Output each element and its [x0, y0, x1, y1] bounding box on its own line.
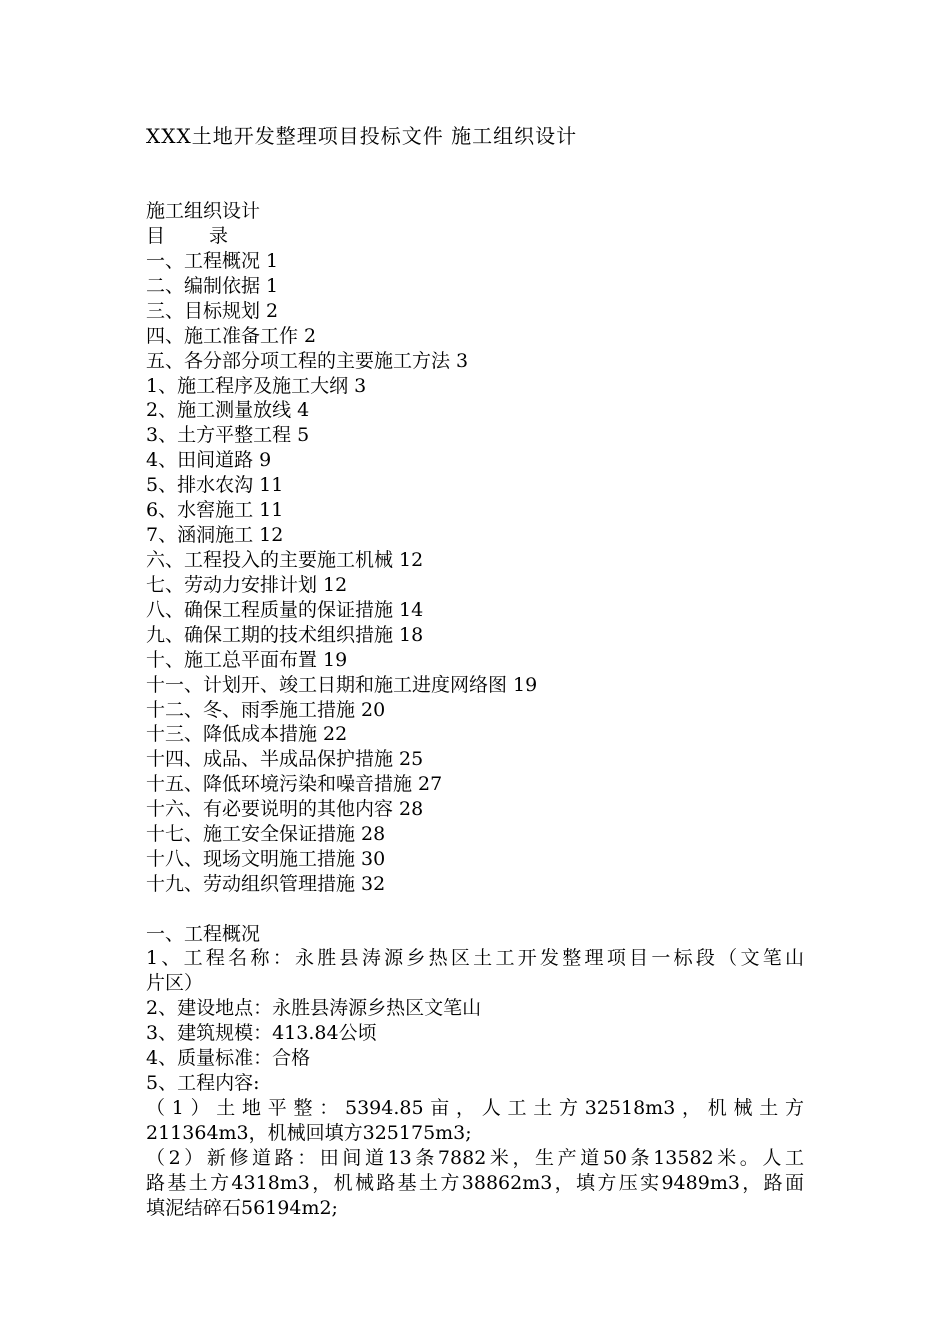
toc-item: 九、确保工期的技术组织措施 18	[146, 624, 424, 646]
toc-item: 十一、计划开、竣工日期和施工进度网络图 19	[146, 674, 538, 696]
toc-item: 十、施工总平面布置 19	[146, 649, 348, 671]
overview-paragraph-line: （1）土地平整：5394.85亩，人工土方32518m3，机械土方	[146, 1097, 804, 1119]
toc-item: 7、涵洞施工 12	[146, 524, 284, 546]
toc-item: 十五、降低环境污染和噪音措施 27	[146, 773, 443, 795]
toc-item: 4、田间道路 9	[146, 449, 272, 471]
toc-item: 5、排水农沟 11	[146, 474, 284, 496]
toc-item: 十三、降低成本措施 22	[146, 723, 348, 745]
overview-paragraph-line: 填泥结碎石56194m2;	[146, 1197, 338, 1219]
toc-item: 十九、劳动组织管理措施 32	[146, 873, 386, 895]
toc-label: 目 录	[146, 225, 231, 247]
overview-item: 片区）	[146, 972, 204, 994]
overview-paragraph-line: 211364m3，机械回填方325175m3;	[146, 1122, 472, 1144]
toc-item: 三、目标规划 2	[146, 300, 279, 322]
toc-item: 6、水窖施工 11	[146, 499, 284, 521]
toc-item: 十六、有必要说明的其他内容 28	[146, 798, 424, 820]
toc-item: 3、土方平整工程 5	[146, 424, 310, 446]
toc-item: 2、施工测量放线 4	[146, 399, 310, 421]
toc-item: 六、工程投入的主要施工机械 12	[146, 549, 424, 571]
overview-paragraph-line: （2）新修道路：田间道13条7882米，生产道50条13582米。人工	[146, 1147, 804, 1169]
toc-item: 十八、现场文明施工措施 30	[146, 848, 386, 870]
toc-item: 四、施工准备工作 2	[146, 325, 317, 347]
overview-item: 1、工程名称：永胜县涛源乡热区土工开发整理项目一标段（文笔山	[146, 947, 804, 969]
toc-item: 八、确保工程质量的保证措施 14	[146, 599, 424, 621]
overview-paragraph-line: 路基土方4318m3，机械路基土方38862m3，填方压实9489m3，路面	[146, 1172, 804, 1194]
toc-item: 十四、成品、半成品保护措施 25	[146, 748, 424, 770]
document-title: XXX土地开发整理项目投标文件 施工组织设计	[146, 124, 578, 148]
toc-item: 七、劳动力安排计划 12	[146, 574, 348, 596]
toc-item: 一、工程概况 1	[146, 250, 279, 272]
toc-item: 十二、冬、雨季施工措施 20	[146, 699, 386, 721]
section-heading: 施工组织设计	[146, 200, 261, 222]
overview-item: 3、建筑规模：413.84公顷	[146, 1022, 377, 1044]
toc-item: 二、编制依据 1	[146, 275, 279, 297]
toc-item: 1、施工程序及施工大纲 3	[146, 375, 367, 397]
overview-heading: 一、工程概况	[146, 923, 261, 945]
overview-item: 5、工程内容:	[146, 1072, 260, 1094]
toc-item: 十七、施工安全保证措施 28	[146, 823, 386, 845]
overview-item: 4、质量标准：合格	[146, 1047, 311, 1069]
overview-item: 2、建设地点：永胜县涛源乡热区文笔山	[146, 997, 482, 1019]
toc-item: 五、各分部分项工程的主要施工方法 3	[146, 350, 469, 372]
